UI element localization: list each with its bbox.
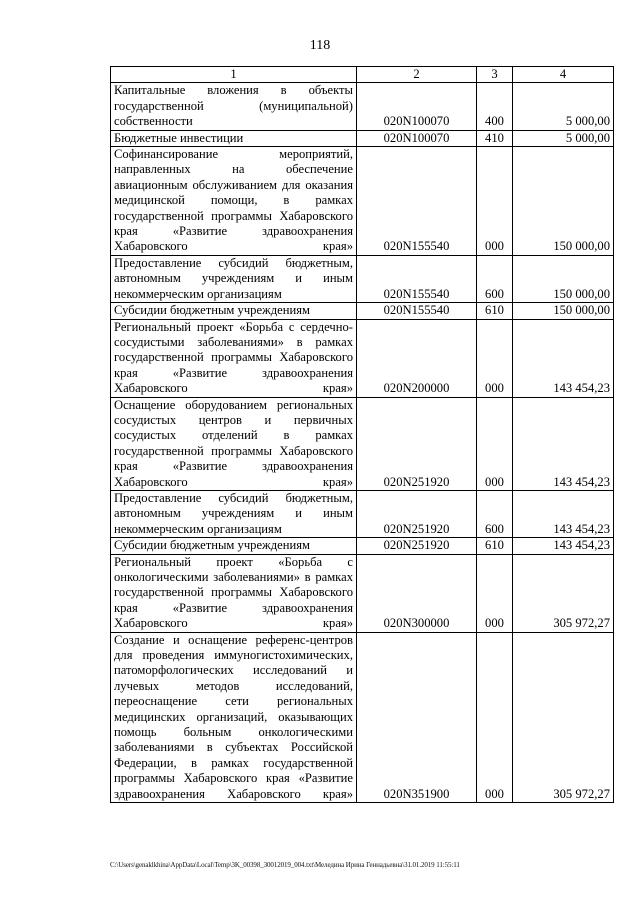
row-code: 020N155540 — [357, 303, 477, 319]
row-type: 610 — [477, 538, 513, 554]
row-name: Бюджетные инвестиции — [111, 130, 357, 146]
table-header-row — [111, 67, 614, 83]
row-type: 610 — [477, 303, 513, 319]
footer-file-path: C:\Users\genaklkhina\AppData\Local\Temp\3K_00398_30012019_004.txt\Меледина Ирина Геннадьевна\31.01.2019 11:55:11 — [110, 861, 460, 869]
row-amount: 5 000,00 — [513, 130, 614, 146]
row-name: Субсидии бюджетным учреждениям — [111, 303, 357, 319]
table-row — [111, 397, 614, 490]
page-number: 118 — [309, 38, 331, 53]
row-name: Софинансирование мероприятий, направленных на обеспечение авиационным обслуживанием для оказания медицинской помощи, в рамках государственной программы Хабаровского края «Развитие здравоохранения Хабаровского края» — [111, 147, 357, 256]
table-row — [111, 538, 614, 554]
table-row — [111, 554, 614, 632]
row-name: Региональный проект «Борьба с сердечно-сосудистыми заболеваниями» в рамках государственной программы Хабаровского края «Развитие здравоохранения Хабаровского края» — [111, 319, 357, 397]
column-header-3: 3 — [477, 67, 513, 83]
row-code: 020N100070 — [357, 83, 477, 130]
table-row — [111, 255, 614, 302]
row-name: Предоставление субсидий бюджетным, автономным учреждениям и иным некоммерческим организациям — [111, 255, 357, 302]
row-name: Создание и оснащение референс-центров для проведения иммуногистохимических, патоморфологических исследований и лучевых методов исследований, переоснащение сети региональных медицинских организаций, оказывающих помощь больным онкологическими заболеваниями в субъектах Российской Федерации, в рамках государственной программы Хабаровского края «Развитие здравоохранения Хабаровского края» — [111, 632, 357, 802]
column-header-1: 1 — [111, 67, 357, 83]
row-type: 000 — [477, 319, 513, 397]
row-code: 020N200000 — [357, 319, 477, 397]
row-type: 000 — [477, 147, 513, 256]
table-row — [111, 147, 614, 256]
table-row — [111, 632, 614, 802]
row-name: Капитальные вложения в объекты государственной (муниципальной) собственности — [111, 83, 357, 130]
row-name: Субсидии бюджетным учреждениям — [111, 538, 357, 554]
row-amount: 143 454,23 — [513, 490, 614, 537]
table-row — [111, 319, 614, 397]
row-amount: 143 454,23 — [513, 397, 614, 490]
row-type: 400 — [477, 83, 513, 130]
row-type: 000 — [477, 632, 513, 802]
row-code: 020N155540 — [357, 147, 477, 256]
row-amount: 305 972,27 — [513, 632, 614, 802]
row-code: 020N251920 — [357, 397, 477, 490]
row-amount: 143 454,23 — [513, 319, 614, 397]
row-amount: 150 000,00 — [513, 147, 614, 256]
row-amount: 150 000,00 — [513, 255, 614, 302]
table-row — [111, 303, 614, 319]
row-name: Предоставление субсидий бюджетным, автономным учреждениям и иным некоммерческим организациям — [111, 490, 357, 537]
row-type: 600 — [477, 490, 513, 537]
table-row — [111, 130, 614, 146]
row-type: 000 — [477, 397, 513, 490]
column-header-2: 2 — [357, 67, 477, 83]
row-type: 000 — [477, 554, 513, 632]
row-amount: 150 000,00 — [513, 303, 614, 319]
row-amount: 5 000,00 — [513, 83, 614, 130]
row-code: 020N351900 — [357, 632, 477, 802]
column-header-4: 4 — [513, 67, 614, 83]
row-name: Оснащение оборудованием региональных сосудистых центров и первичных сосудистых отделений в рамках государственной программы Хабаровского края «Развитие здравоохранения Хабаровского края» — [111, 397, 357, 490]
row-code: 020N100070 — [357, 130, 477, 146]
row-amount: 143 454,23 — [513, 538, 614, 554]
budget-table — [110, 66, 614, 803]
row-type: 600 — [477, 255, 513, 302]
row-amount: 305 972,27 — [513, 554, 614, 632]
row-name: Региональный проект «Борьба с онкологическими заболеваниями» в рамках государственной программы Хабаровского края «Развитие здравоохранения Хабаровского края» — [111, 554, 357, 632]
table-row — [111, 490, 614, 537]
row-code: 020N155540 — [357, 255, 477, 302]
row-code: 020N300000 — [357, 554, 477, 632]
table-row — [111, 83, 614, 130]
row-type: 410 — [477, 130, 513, 146]
row-code: 020N251920 — [357, 538, 477, 554]
row-code: 020N251920 — [357, 490, 477, 537]
